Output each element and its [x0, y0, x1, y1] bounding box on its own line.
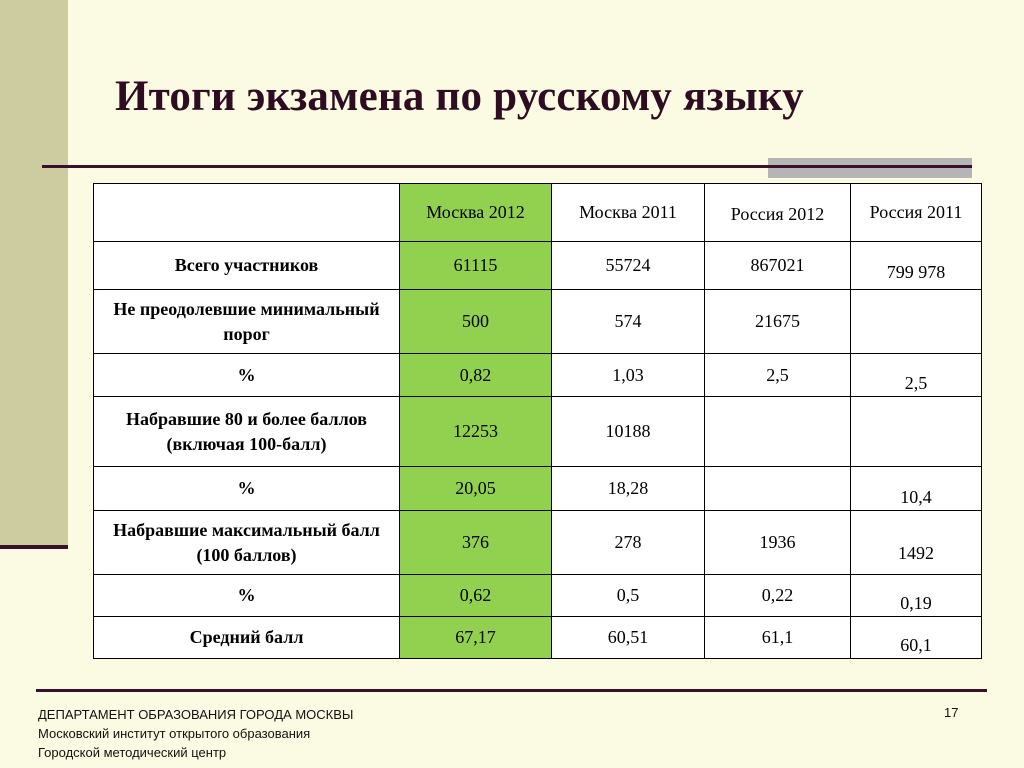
- table-row: [94, 397, 982, 467]
- results-table: [93, 183, 982, 659]
- cell-russia-2012: 1936: [705, 511, 851, 575]
- row-label: %: [94, 354, 400, 397]
- table-row: [94, 290, 982, 354]
- cell-moscow-2012: 0,62: [400, 575, 552, 617]
- header-moscow-2011: Москва 2011: [552, 184, 705, 242]
- cell-moscow-2011: 1,03: [552, 354, 705, 397]
- table-row: [94, 354, 982, 397]
- row-label: Набравшие максимальный балл (100 баллов): [94, 511, 400, 575]
- cell-russia-2012: [705, 467, 851, 511]
- left-decor-band: [0, 0, 68, 545]
- cell-russia-2012: [705, 397, 851, 467]
- cell-moscow-2011: 55724: [552, 242, 705, 290]
- header-empty-cell: [94, 184, 400, 242]
- cell-russia-2011: [851, 290, 982, 354]
- cell-russia-2012: 0,22: [705, 575, 851, 617]
- cell-russia-2011: 1492: [851, 511, 982, 575]
- cell-moscow-2011: 574: [552, 290, 705, 354]
- header-moscow-2012: Москва 2012: [400, 184, 552, 242]
- row-label: Не преодолевшие минимальный порог: [94, 290, 400, 354]
- cell-russia-2012: 61,1: [705, 617, 851, 659]
- footer: [38, 705, 353, 762]
- table-row: [94, 617, 982, 659]
- row-label: Всего участников: [94, 242, 400, 290]
- cell-moscow-2011: 0,5: [552, 575, 705, 617]
- title-divider-accent: [768, 158, 972, 178]
- row-label: Набравшие 80 и более баллов (включая 100-балл): [94, 397, 400, 467]
- row-label: Средний балл: [94, 617, 400, 659]
- footer-center: Городской методический центр: [38, 745, 227, 760]
- table-row: [94, 511, 982, 575]
- table-row: [94, 575, 982, 617]
- footer-institute: Московский институт открытого образования: [38, 726, 311, 741]
- cell-russia-2011: 799 978: [851, 242, 982, 290]
- cell-moscow-2012: 376: [400, 511, 552, 575]
- cell-russia-2011: 60,1: [851, 617, 982, 659]
- cell-moscow-2011: 60,51: [552, 617, 705, 659]
- row-label: %: [94, 575, 400, 617]
- cell-moscow-2012: 67,17: [400, 617, 552, 659]
- cell-moscow-2012: 20,05: [400, 467, 552, 511]
- table-header-row: [94, 184, 982, 242]
- footer-department: ДЕПАРТАМЕНТ ОБРАЗОВАНИЯ ГОРОДА МОСКВЫ: [38, 707, 354, 722]
- left-decor-line: [0, 545, 68, 549]
- header-russia-2012: Россия 2012: [705, 184, 851, 242]
- cell-moscow-2012: 61115: [400, 242, 552, 290]
- cell-moscow-2012: 0,82: [400, 354, 552, 397]
- cell-moscow-2011: 278: [552, 511, 705, 575]
- cell-russia-2012: 2,5: [705, 354, 851, 397]
- cell-russia-2012: 21675: [705, 290, 851, 354]
- cell-moscow-2011: 10188: [552, 397, 705, 467]
- table-row: [94, 467, 982, 511]
- cell-russia-2012: 867021: [705, 242, 851, 290]
- table-row: [94, 242, 982, 290]
- cell-russia-2011: 0,19: [851, 575, 982, 617]
- cell-moscow-2012: 12253: [400, 397, 552, 467]
- slide-title: Итоги экзамена по русскому языку: [115, 73, 804, 120]
- footer-divider: [36, 689, 987, 692]
- cell-russia-2011: 10,4: [851, 467, 982, 511]
- page-number: 17: [944, 705, 959, 720]
- header-russia-2011: Россия 2011: [851, 184, 982, 242]
- row-label: %: [94, 467, 400, 511]
- cell-moscow-2011: 18,28: [552, 467, 705, 511]
- cell-russia-2011: 2,5: [851, 354, 982, 397]
- cell-russia-2011: [851, 397, 982, 467]
- cell-moscow-2012: 500: [400, 290, 552, 354]
